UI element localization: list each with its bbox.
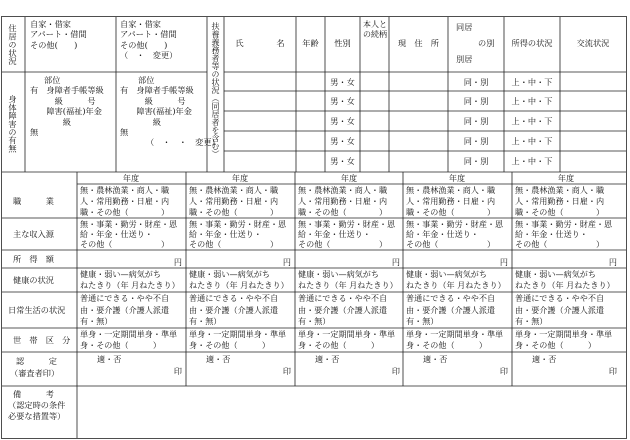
header-cohabit-top: 同居 — [456, 22, 473, 32]
label-job: 職 業 — [13, 196, 54, 206]
job-line[interactable]: 無・農林漁業・商人・職 — [406, 185, 496, 195]
daily-line[interactable]: 普通にできる・やや不自 — [515, 293, 605, 303]
household-line[interactable]: 身・その他（ ） — [80, 340, 161, 350]
residence-option: 自家・借家 — [120, 19, 161, 29]
dependent-cohabit[interactable]: 同・別 — [463, 116, 489, 126]
income-source-line[interactable]: 給・年金・仕送り・ — [515, 229, 588, 239]
disability-line: 級 — [30, 116, 71, 127]
job-line[interactable]: 無・農林漁業・商人・職 — [80, 185, 170, 195]
residence-options-current — [30, 19, 87, 50]
job-line[interactable]: 職・その他（ ） — [515, 207, 605, 217]
dependent-sex[interactable]: 男・女 — [330, 116, 355, 126]
health-line[interactable]: ねたきり（年 月ねたきり） — [298, 280, 398, 290]
disability-line: 障害(福祉)年金 — [30, 106, 102, 117]
income-amount-unit: 円 — [391, 257, 400, 267]
health-line[interactable]: ねたきり（年 月ねたきり） — [189, 280, 289, 290]
label-remarks-sub2: 必要な措置等） — [8, 411, 66, 421]
dependent-sex[interactable]: 男・女 — [330, 136, 355, 146]
dependents-side-label: 扶養義務者等の状況（同居者を含む） — [211, 22, 220, 158]
income-source-line[interactable]: 給・年金・仕送り・ — [80, 229, 153, 239]
header-sex: 性別 — [334, 38, 351, 48]
income-source-line[interactable]: 給・年金・仕送り・ — [406, 229, 479, 239]
dependent-income[interactable]: 上・中・下 — [511, 136, 553, 146]
label-income-source: 主な収入源 — [13, 229, 54, 239]
income-source-line[interactable]: 無・事業・勤労・財産・恩 — [515, 219, 613, 229]
household-line[interactable]: 単身・一定期間単身・準単 — [298, 329, 396, 339]
label-remarks: 備 考 — [13, 389, 54, 399]
certification-choice[interactable]: 適・否 — [315, 354, 340, 364]
dependent-cohabit[interactable]: 同・別 — [463, 77, 489, 87]
daily-line[interactable]: 由・要介護（介護人派遣 — [406, 305, 496, 315]
daily-line[interactable]: 普通にできる・やや不自 — [298, 293, 388, 303]
certification-choice[interactable]: 適・否 — [532, 354, 557, 364]
disability-line: 有 身障者手帳等級 — [30, 85, 104, 96]
daily-line[interactable]: 普通にできる・やや不自 — [406, 293, 496, 303]
header-contact: 交流状況 — [576, 38, 610, 48]
income-amount-unit: 円 — [608, 257, 617, 267]
dependent-sex[interactable]: 男・女 — [330, 156, 355, 166]
daily-line[interactable]: 有・無） — [298, 316, 331, 326]
income-source-line[interactable]: 無・事業・勤労・財産・恩 — [189, 219, 287, 229]
health-line[interactable]: ねたきり（年 月ねたきり） — [406, 280, 506, 290]
income-source-line[interactable]: 給・年金・仕送り・ — [298, 229, 371, 239]
header-cohabit-suffix: の別 — [478, 38, 495, 48]
dependent-income[interactable]: 上・中・下 — [511, 156, 553, 166]
daily-line[interactable]: 有・無） — [80, 316, 113, 326]
job-line[interactable]: 人・常用勤務・日雇・内 — [80, 196, 170, 206]
disability-line: 級 号 — [120, 95, 186, 106]
disability-line: 級 — [120, 116, 161, 127]
residence-change-note: （ ・ 変更） — [120, 50, 178, 61]
household-line[interactable]: 単身・一定期間単身・準単 — [189, 329, 287, 339]
disability-line: 無 — [120, 127, 129, 138]
header-income: 所得の状況 — [511, 38, 553, 48]
dependent-income[interactable]: 上・中・下 — [511, 116, 553, 126]
dependent-sex[interactable]: 男・女 — [330, 96, 355, 106]
disability-line: 無 — [30, 127, 39, 138]
year-label[interactable]: 年度 — [122, 173, 140, 183]
daily-line[interactable]: 由・要介護（介護人派遣 — [515, 305, 605, 315]
household-line[interactable]: 身・その他（ ） — [406, 340, 487, 350]
dependent-income[interactable]: 上・中・下 — [511, 77, 553, 87]
seal-mark: 印 — [282, 366, 291, 376]
income-source-line[interactable]: 無・事業・勤労・財産・恩 — [406, 219, 504, 229]
header-relation: 本人との続柄 — [363, 20, 387, 39]
year-label[interactable]: 年度 — [448, 173, 466, 183]
residence-option: アパート・借間 — [30, 29, 87, 40]
residence-options-changed — [120, 19, 177, 61]
health-line[interactable]: 健康・弱い—病気がち — [515, 269, 596, 279]
disability-change-note: （ ・ ・ 変更） — [146, 137, 220, 148]
year-label[interactable]: 年度 — [340, 173, 358, 183]
disability-label: 身体障害の有無 — [8, 95, 18, 153]
seal-mark: 印 — [499, 366, 508, 376]
income-source-line[interactable]: その他（ ） — [515, 239, 605, 249]
job-line[interactable]: 無・農林漁業・商人・職 — [189, 185, 279, 195]
residence-option: その他( ) — [30, 39, 78, 50]
household-line[interactable]: 身・その他（ ） — [298, 340, 379, 350]
disability-line: 部位 — [44, 75, 61, 85]
dependent-cohabit[interactable]: 同・別 — [463, 156, 489, 166]
header-cohabit-bottom: 別居 — [456, 54, 473, 64]
health-line[interactable]: 健康・弱い—病気がち — [298, 269, 379, 279]
header-cohabit — [448, 22, 504, 70]
job-line[interactable]: 職・その他（ ） — [406, 207, 496, 217]
health-line[interactable]: 健康・弱い—病気がち — [189, 269, 270, 279]
income-source-line[interactable]: その他（ ） — [406, 239, 496, 249]
income-source-line[interactable]: その他（ ） — [80, 239, 170, 249]
daily-line[interactable]: 有・無） — [189, 316, 222, 326]
daily-line[interactable]: 有・無） — [406, 316, 439, 326]
health-line[interactable]: ねたきり（年 月ねたきり） — [515, 280, 615, 290]
daily-line[interactable]: 由・要介護（介護人派遣 — [80, 305, 170, 315]
income-source-line[interactable]: 無・事業・勤労・財産・恩 — [80, 219, 178, 229]
residence-option: その他( ) — [120, 39, 168, 50]
income-source-line[interactable]: その他（ ） — [189, 239, 279, 249]
certification-choice[interactable]: 適・否 — [206, 354, 231, 364]
seal-mark: 印 — [608, 366, 617, 376]
label-income-amount: 所 得 額 — [13, 254, 54, 264]
label-remarks-sub1: （認定時の条件 — [8, 400, 66, 410]
daily-line[interactable]: 普通にできる・やや不自 — [189, 293, 279, 303]
label-daily: 日常生活の状況 — [8, 305, 66, 315]
label-certification: 認 定 — [16, 356, 57, 366]
household-line[interactable]: 単身・一定期間単身・準単 — [515, 329, 613, 339]
certification-choice[interactable]: 適・否 — [97, 354, 122, 364]
year-label[interactable]: 年度 — [557, 173, 575, 183]
income-source-line[interactable]: 無・事業・勤労・財産・恩 — [298, 219, 396, 229]
header-address: 現 住 所 — [398, 38, 439, 48]
health-line[interactable]: 健康・弱い—病気がち — [80, 269, 161, 279]
income-source-line[interactable]: 給・年金・仕送り・ — [189, 229, 262, 239]
residence-label: 住居の状況 — [8, 24, 18, 65]
health-line[interactable]: ねたきり（年 月ねたきり） — [80, 280, 180, 290]
job-line[interactable]: 職・その他（ ） — [189, 207, 279, 217]
job-line[interactable]: 無・農林漁業・商人・職 — [515, 185, 605, 195]
dependent-sex[interactable]: 男・女 — [330, 77, 355, 87]
job-line[interactable]: 職・その他（ ） — [80, 207, 170, 217]
household-line[interactable]: 身・その他（ ） — [189, 340, 270, 350]
residence-option: 自家・借家 — [30, 19, 71, 29]
dependent-income[interactable]: 上・中・下 — [511, 96, 553, 106]
job-line[interactable]: 人・常用勤務・日雇・内 — [515, 196, 605, 206]
label-health: 健康の状況 — [13, 275, 54, 285]
disability-current — [30, 75, 104, 137]
health-line[interactable]: 健康・弱い—病気がち — [406, 269, 487, 279]
seal-mark: 印 — [391, 366, 400, 376]
daily-line[interactable]: 普通にできる・やや不自 — [80, 293, 170, 303]
label-certification-sub: （審査者印） — [10, 368, 60, 378]
household-line[interactable]: 単身・一定期間単身・準単 — [406, 329, 504, 339]
header-name: 氏 名 — [235, 38, 285, 48]
daily-line[interactable]: 由・要介護（介護人派遣 — [298, 305, 388, 315]
household-line[interactable]: 単身・一定期間単身・準単 — [80, 329, 178, 339]
income-amount-unit: 円 — [499, 257, 508, 267]
daily-line[interactable]: 有・無） — [515, 316, 548, 326]
job-line[interactable]: 人・常用勤務・日雇・内 — [189, 196, 279, 206]
dependent-cohabit[interactable]: 同・別 — [463, 136, 489, 146]
disability-line: 級 号 — [30, 95, 96, 106]
header-age: 年齢 — [302, 38, 319, 48]
certification-choice[interactable]: 適・否 — [423, 354, 448, 364]
disability-line: 障害(福祉)年金 — [120, 106, 192, 117]
seal-mark: 印 — [173, 366, 182, 376]
daily-line[interactable]: 由・要介護（介護人派遣 — [189, 305, 279, 315]
job-line[interactable]: 無・農林漁業・商人・職 — [298, 185, 388, 195]
dependent-cohabit[interactable]: 同・別 — [463, 96, 489, 106]
income-amount-unit: 円 — [282, 257, 291, 267]
job-line[interactable]: 職・その他（ ） — [298, 207, 388, 217]
income-amount-unit: 円 — [173, 257, 182, 267]
disability-line: 有 身障者手帳等級 — [120, 85, 194, 96]
job-line[interactable]: 人・常用勤務・日雇・内 — [298, 196, 388, 206]
disability-line: 部位 — [138, 75, 155, 85]
household-line[interactable]: 身・その他（ ） — [515, 340, 596, 350]
job-line[interactable]: 人・常用勤務・日雇・内 — [406, 196, 496, 206]
label-household: 世 帯 区 分 — [13, 335, 71, 345]
income-source-line[interactable]: その他（ ） — [298, 239, 388, 249]
year-label[interactable]: 年度 — [231, 173, 249, 183]
residence-option: アパート・借間 — [120, 29, 177, 40]
